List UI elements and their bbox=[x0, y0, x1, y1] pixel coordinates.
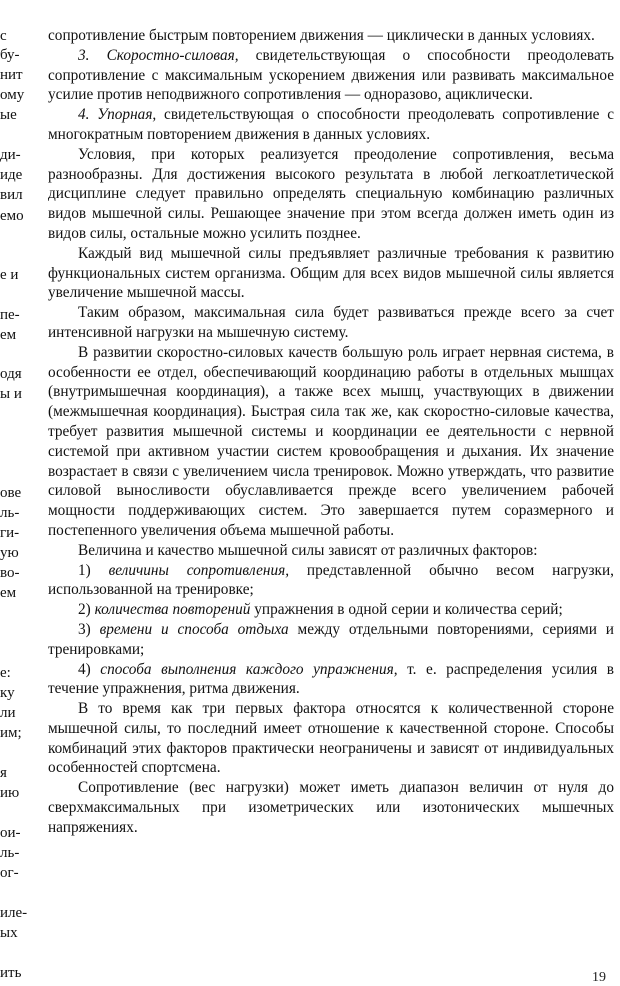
paragraph-text: Таким образом, максимальная сила будет развиваться прежде всего за счет интенсивной нагрузки на мышечную систему. bbox=[48, 304, 614, 341]
edge-fragment: ому bbox=[0, 87, 25, 103]
edge-fragment: ли bbox=[0, 705, 16, 721]
edge-fragment: ди- bbox=[0, 147, 21, 163]
paragraph bbox=[48, 26, 614, 46]
paragraph-text: свидетельствующая о способности преодолевать сопротивление с максимальным ускорением движения или развивать максимальное усилие против неподвижного сопротивления — одноразово, ациклически. bbox=[48, 46, 615, 104]
paragraph-text: между отдельными повторениями, сериями и тренировками; bbox=[48, 620, 614, 658]
page-number: 19 bbox=[592, 970, 606, 985]
edge-fragment: ои- bbox=[0, 825, 21, 841]
paragraph-text: сопротивление быстрым повторением движения — циклически в данных условиях. bbox=[48, 27, 595, 44]
edge-fragment: иле- bbox=[0, 905, 28, 921]
paragraph bbox=[48, 343, 614, 541]
paragraph bbox=[48, 778, 614, 837]
paragraph-text: Условия, при которых реализуется преодоление сопротивления, весьма разнообразны. Для достижения высокого результата в любой легкоатлетической дисциплине следует правильно определять специальную комбинацию различных видов мышечной силы. Решающее значение при этом всегда должен иметь один из видов силы, остальные можно усилить позднее. bbox=[48, 145, 614, 242]
left-column-fragments bbox=[0, 0, 36, 986]
edge-fragment: с bbox=[0, 28, 7, 44]
edge-fragment: ог- bbox=[0, 865, 19, 881]
edge-fragment: пе- bbox=[0, 307, 20, 323]
paragraph bbox=[48, 105, 614, 145]
paragraph bbox=[48, 660, 614, 700]
paragraph bbox=[48, 244, 614, 303]
paragraph-text: В то время как три первых фактора относятся к количественной стороне мышечной силы, то последний имеет отношение к качественной стороне. Способы комбинаций этих факторов практически неограничены и зависят от индивидуальных особенностей спортсмена. bbox=[48, 700, 614, 777]
edge-fragment: ем bbox=[0, 585, 17, 601]
paragraph-text: Сопротивление (вес нагрузки) может иметь диапазон величин от нуля до сверхмаксимальных при изометрических или изотонических мышечных напряжениях. bbox=[48, 779, 614, 836]
edge-fragment: нит bbox=[0, 67, 23, 83]
list-number: 2) bbox=[78, 601, 95, 619]
edge-fragment: ы и bbox=[0, 386, 22, 402]
italic-term: 4. Упорная, bbox=[78, 106, 157, 124]
edge-fragment: им; bbox=[0, 725, 22, 741]
edge-fragment: ги- bbox=[0, 525, 20, 541]
list-number: 4) bbox=[78, 660, 101, 678]
italic-term: величины сопротивления, bbox=[108, 561, 290, 579]
edge-fragment: ую bbox=[0, 545, 19, 561]
italic-term: количества повторений bbox=[94, 601, 251, 619]
list-number: 3) bbox=[78, 620, 100, 638]
edge-fragment: ку bbox=[0, 685, 15, 701]
paragraph bbox=[48, 303, 614, 343]
edge-fragment: одя bbox=[0, 366, 22, 382]
edge-fragment: е и bbox=[0, 267, 19, 283]
edge-fragment: е: bbox=[0, 665, 11, 681]
edge-fragment: ль- bbox=[0, 505, 20, 521]
paragraph bbox=[48, 145, 614, 244]
paragraph-text: т. е. распределения усилия в течение упражнения, ритма движения. bbox=[48, 660, 614, 698]
edge-fragment: ить bbox=[0, 965, 22, 981]
edge-fragment: ых bbox=[0, 925, 18, 941]
page-text bbox=[48, 26, 614, 838]
edge-fragment: бу- bbox=[0, 47, 20, 63]
edge-fragment: во- bbox=[0, 565, 20, 581]
paragraph bbox=[48, 600, 614, 620]
paragraph-text: упражнения в одной серии и количества серий; bbox=[250, 601, 563, 619]
paragraph-text: представленной обычно весом нагрузки, использованной на тренировке; bbox=[48, 561, 614, 599]
list-number: 1) bbox=[78, 561, 109, 579]
paragraph-text: свидетельствующая о способности преодолевать сопротивление с многократным повторением движения в данных условиях. bbox=[48, 106, 615, 143]
paragraph bbox=[48, 561, 614, 601]
paragraph bbox=[48, 699, 614, 778]
paragraph bbox=[48, 620, 614, 660]
italic-term: 3. Скоростно-силовая, bbox=[78, 46, 239, 64]
italic-term: способа выполнения каждого упражнения, bbox=[100, 660, 398, 678]
paragraph-text: Каждый вид мышечной силы предъявляет различные требования к развитию функциональных систем организма. Общим для всех видов мышечной силы является увеличение мышечной массы. bbox=[48, 244, 614, 302]
paragraph-text: В развитии скоростно-силовых качеств большую роль играет нервная система, в особенности ее отдел, обеспечивающий координацию работы в отдельных мышцах (внутримышечная координация), а также всех мышц, участвующих в движении (межмышечная координация). Быстрая сила так же, как скоростно-силовые качества, требует развития мышечной системы и координации ее деятельности с нервной системой при активном участии систем кровообращения и дыхания. Их значение возрастает в связи с увеличением числа тренировок. Можно утверждать, что развитие силовой выносливости обуславливается прежде всего увеличением рабочей мощности поддерживающих систем. Это завершается путем соразмерного и постепенного увеличения объема мышечной работы. bbox=[48, 343, 614, 539]
edge-fragment: иде bbox=[0, 167, 23, 183]
paragraph-text: Величина и качество мышечной силы зависят от различных факторов: bbox=[78, 541, 538, 559]
paragraph bbox=[48, 541, 614, 561]
edge-fragment: ль- bbox=[0, 845, 20, 861]
edge-fragment: ые bbox=[0, 107, 17, 123]
italic-term: времени и способа отдыха bbox=[99, 620, 289, 638]
edge-fragment: ию bbox=[0, 785, 20, 801]
paragraph bbox=[48, 46, 614, 105]
edge-fragment: емо bbox=[0, 208, 24, 224]
edge-fragment: я bbox=[0, 765, 7, 781]
edge-fragment: вил bbox=[0, 187, 23, 203]
edge-fragment: ем bbox=[0, 327, 17, 343]
edge-fragment: ове bbox=[0, 485, 22, 501]
